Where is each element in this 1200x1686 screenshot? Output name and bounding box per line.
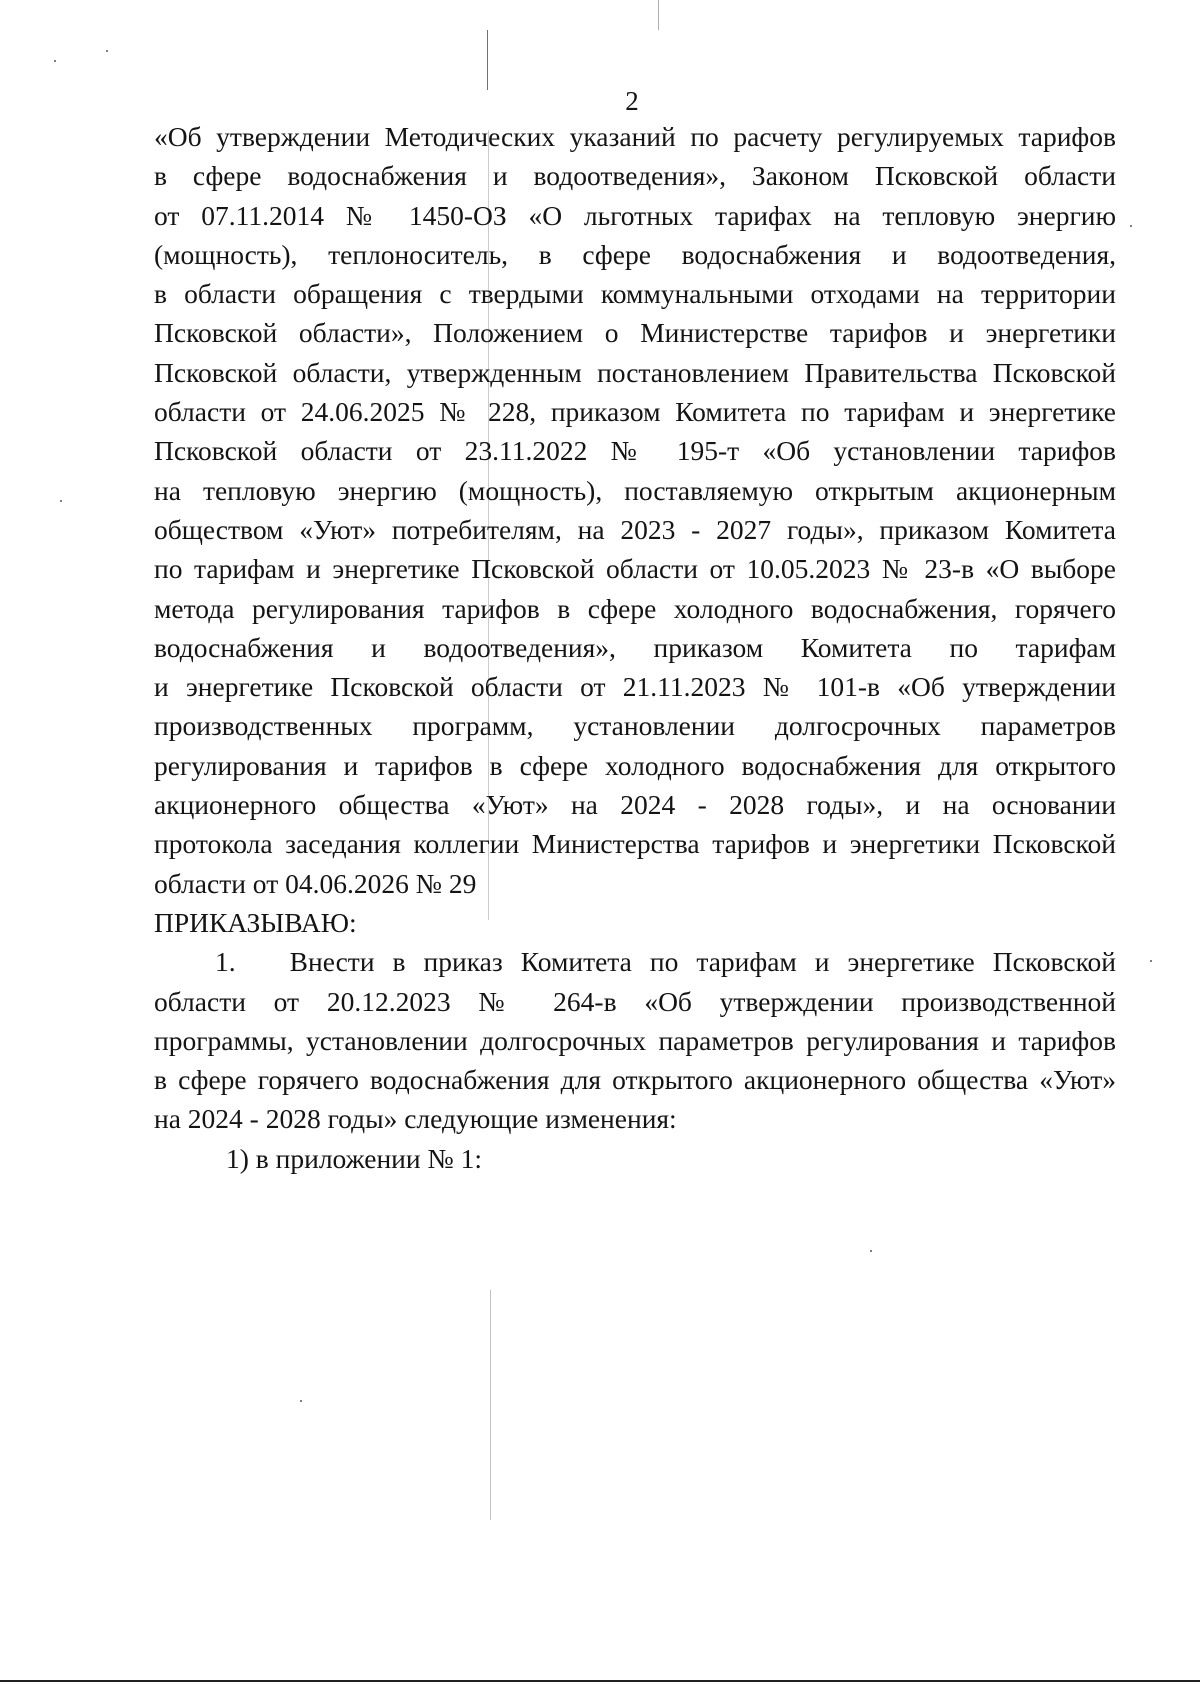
body-line: области от 24.06.2025 № 228, приказом Комитета по тарифам и энергетике bbox=[154, 396, 1116, 428]
scan-speck bbox=[300, 1400, 302, 1402]
body-line: «Об утверждении Методических указаний по расчету регулируемых тарифов bbox=[154, 121, 1116, 152]
scan-speck bbox=[60, 500, 62, 502]
body-line: на тепловую энергию (мощность), поставляемую открытым акционерным bbox=[154, 474, 1116, 506]
body-line: в сфере водоснабжения и водоотведения», Законом Псковской области bbox=[154, 160, 1116, 192]
scan-artifact bbox=[487, 30, 488, 90]
item-1-line: программы, установлении долгосрочных параметров регулирования и тарифов bbox=[154, 1024, 1116, 1056]
body-line: метода регулирования тарифов в сфере холодного водоснабжения, горячего bbox=[154, 592, 1116, 624]
body-line: акционерного общества «Уют» на 2024 - 2028 годы», и на основании bbox=[154, 789, 1116, 821]
scan-speck bbox=[1130, 225, 1132, 227]
item-1-line: в сфере горячего водоснабжения для открытого акционерного общества «Уют» bbox=[154, 1064, 1116, 1096]
body-line: области от 04.06.2026 № 29 bbox=[154, 867, 477, 899]
body-line: Псковской области», Положением о Министерстве тарифов и энергетики bbox=[154, 317, 1116, 349]
body-line: производственных программ, установлении долгосрочных параметров bbox=[154, 710, 1116, 742]
body-line: обществом «Уют» потребителям, на 2023 - 2027 годы», приказом Комитета bbox=[154, 513, 1116, 545]
scan-speck bbox=[54, 60, 56, 62]
body-line: (мощность), теплоноситель, в сфере водоснабжения и водоотведения, bbox=[154, 238, 1116, 270]
body-line: по тарифам и энергетике Псковской области от 10.05.2023 № 23-в «О выборе bbox=[154, 553, 1116, 585]
scan-artifact bbox=[490, 1290, 491, 1520]
order-heading: ПРИКАЗЫВАЮ: bbox=[154, 906, 357, 938]
scan-speck bbox=[1150, 960, 1152, 962]
item-1-line: области от 20.12.2023 № 264-в «Об утверждении производственной bbox=[154, 985, 1116, 1017]
body-line: протокола заседания коллегии Министерства тарифов и энергетики Псковской bbox=[154, 828, 1116, 860]
scan-artifact bbox=[488, 130, 489, 920]
body-line: от 07.11.2014 № 1450-ОЗ «О льготных тарифах на тепловую энергию bbox=[154, 199, 1116, 231]
body-line: Псковской области, утвержденным постановлением Правительства Псковской bbox=[154, 356, 1116, 388]
page-bottom-edge bbox=[0, 1680, 1200, 1682]
subitem-1: 1) в приложении № 1: bbox=[226, 1142, 482, 1174]
document-body bbox=[154, 117, 1116, 1178]
page-number: 2 bbox=[625, 86, 639, 116]
body-line: в области обращения с твердыми коммунальными отходами на территории bbox=[154, 278, 1116, 310]
body-line: Псковской области от 23.11.2022 № 195-т «Об установлении тарифов bbox=[154, 435, 1116, 467]
body-line: и энергетике Псковской области от 21.11.2023 № 101-в «Об утверждении bbox=[154, 671, 1116, 703]
item-1-line: 1. Внести в приказ Комитета по тарифам и энергетике Псковской bbox=[215, 946, 1116, 978]
body-line: водоснабжения и водоотведения», приказом Комитета по тарифам bbox=[154, 631, 1116, 663]
scan-speck bbox=[106, 50, 108, 52]
item-1-line: на 2024 - 2028 годы» следующие изменения: bbox=[154, 1103, 677, 1135]
body-line: регулирования и тарифов в сфере холодного водоснабжения для открытого bbox=[154, 749, 1116, 781]
scan-artifact bbox=[658, 0, 659, 30]
scan-speck bbox=[870, 1250, 872, 1252]
